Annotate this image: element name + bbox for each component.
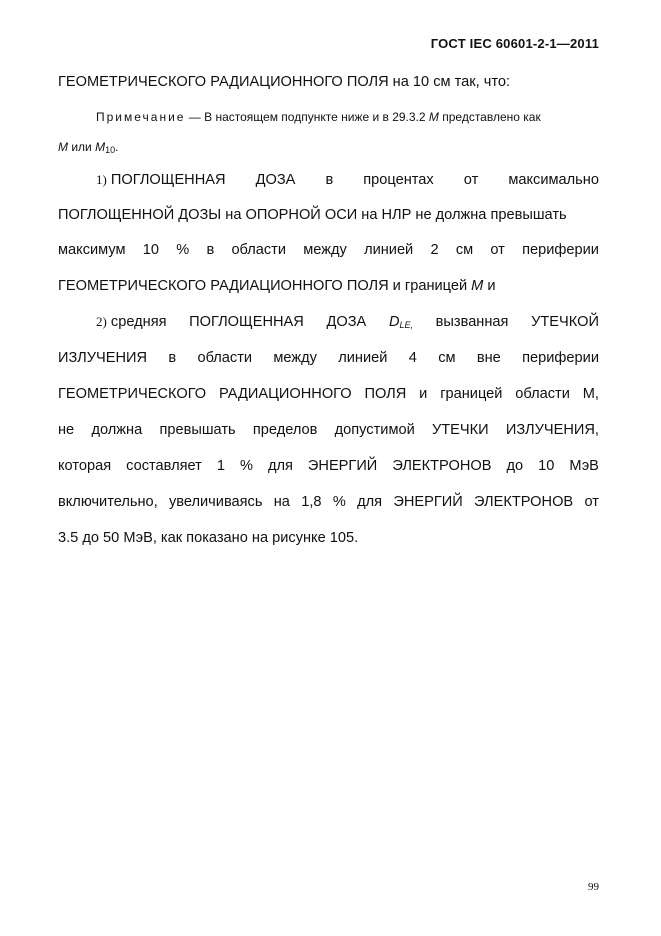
intro-line: ГЕОМЕТРИЧЕСКОГО РАДИАЦИОННОГО ПОЛЯ на 10 см так, что: [58, 74, 511, 90]
note-line-2: M или $M_{10}$. [58, 140, 119, 155]
item2-start: 2) средняя [96, 314, 167, 330]
item1-line-3: максимум 10 % в области между линией 2 см от периферии [58, 242, 599, 258]
item2-line-3: ГЕОМЕТРИЧЕСКОГО РАДИАЦИОННОГО ПОЛЯ и границей области М, [58, 386, 599, 402]
item2-line-4: не должна превышать пределов допустимой УТЕЧКИ ИЗЛУЧЕНИЯ, [58, 422, 599, 438]
item1-line-4: ГЕОМЕТРИЧЕСКОГО РАДИАЦИОННОГО ПОЛЯ и границей M и [58, 278, 496, 294]
item1-start: 1) ПОГЛОЩЕННАЯ [96, 172, 226, 188]
item2-line-5: которая составляет 1 % для ЭНЕРГИЙ ЭЛЕКТРОНОВ до 10 МэВ [58, 458, 599, 474]
note-label: Примечание [96, 110, 186, 124]
document-header: ГОСТ IEC 60601-2-1—2011 [430, 36, 599, 51]
item1-line-1: 1) ПОГЛОЩЕННАЯ ДОЗА в процентах от максимально [96, 172, 599, 188]
item1-line-2: ПОГЛОЩЕННОЙ ДОЗЫ на ОПОРНОЙ ОСИ на НЛР не должна превышать [58, 207, 567, 223]
item2-line-7: 3.5 до 50 МэВ, как показано на рисунке 105. [58, 530, 359, 546]
dose-symbol: $D_{LE,}$ [388, 314, 413, 330]
item2-line-6: включительно, увеличиваясь на 1,8 % для ЭНЕРГИЙ ЭЛЕКТРОНОВ от [58, 494, 599, 510]
item2-line-1: 2) средняя ПОГЛОЩЕННАЯ ДОЗА $D_{LE,}$ вызванная УТЕЧКОЙ [96, 314, 599, 330]
item2-line-2: ИЗЛУЧЕНИЯ в области между линией 4 см вне периферии [58, 350, 599, 366]
note-line-1: Примечание — В настоящем подпункте ниже и в 29.3.2 M представлено как [96, 110, 541, 124]
page-number: 99 [588, 881, 599, 893]
